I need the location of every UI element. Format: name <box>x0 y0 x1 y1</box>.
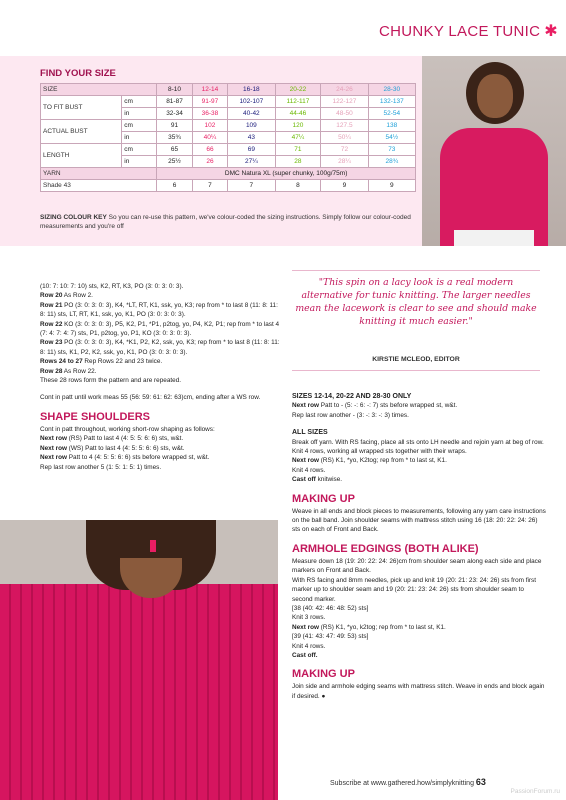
line-text: Knit 4 rows. <box>292 466 326 474</box>
pattern-line <box>40 444 280 453</box>
pattern-line <box>40 338 280 357</box>
tunic-closeup-photo <box>0 520 278 800</box>
table-cell: 44-46 <box>275 108 321 120</box>
table-cell: 127.5 <box>321 120 368 132</box>
row-label: ACTUAL BUST <box>41 120 122 144</box>
pattern-line <box>292 623 546 632</box>
quote-divider-bottom <box>292 370 540 371</box>
page-title <box>378 18 566 44</box>
armhole-edgings-heading: ARMHOLE EDGINGS (BOTH ALIKE) <box>292 542 479 555</box>
tunic-shape <box>440 128 548 246</box>
table-cell: 8 <box>275 180 321 192</box>
line-bold: Row 22 <box>40 320 63 328</box>
line-text: Cont in patt until work meas 55 (56: 59: 61: 62: 63)cm, ending after a WS row. <box>40 394 261 402</box>
all-sizes-heading: ALL SIZES <box>292 429 328 437</box>
pattern-line <box>292 613 546 622</box>
table-cell: 43 <box>228 132 275 144</box>
table-cell: 28¾ <box>368 156 415 168</box>
pattern-line <box>40 393 280 402</box>
quote-attribution: KIRSTIE MCLEOD, EDITOR <box>372 356 460 363</box>
page-footer <box>330 777 486 787</box>
table-cell: 7 <box>192 180 227 192</box>
line-text: Patt to 4 (4: 5: 5: 6: 6) sts before wrapped st, w&t. <box>67 454 210 462</box>
yarn-row <box>41 168 416 180</box>
pattern-line <box>40 453 280 462</box>
table-cell: 35¾ <box>157 132 192 144</box>
editor-quote: "This spin on a lacy look is a real modern alternative for tunic knitting. The larger needles mean the lacework is clear to see and should make knitting it much easier." <box>295 277 537 327</box>
making-up-2-heading: MAKING UP <box>292 668 355 681</box>
line-bold: Row 28 <box>40 367 63 375</box>
line-text: knitwise. <box>315 476 343 484</box>
line-text: PO (3: 0: 3: 0: 3), K4, *K1, P2, K2, ssk, yo, K3; rep from * to last 8 (11: 8: 11: 8: 11) sts, K1, P2, K2, ssk, yo, K1, PO (3: 0: 3: 0: 3). <box>40 339 280 356</box>
shade-row <box>41 180 416 192</box>
line-bold: Row 20 <box>40 292 63 300</box>
pattern-line <box>40 434 280 443</box>
sizing-colour-key <box>40 213 416 231</box>
left-column <box>40 282 280 472</box>
table-cell: 47¼ <box>275 132 321 144</box>
line-text: Cont in patt throughout, working short-row shaping as follows: <box>40 425 215 433</box>
line-text: Knit 4 rows, working all wrapped sts together with their wraps. <box>292 448 467 456</box>
page-number: 63 <box>475 777 486 787</box>
line-bold: Next row <box>292 623 319 631</box>
pattern-line <box>292 475 546 484</box>
table-cell: 72 <box>321 144 368 156</box>
pattern-line <box>292 447 546 456</box>
size-row <box>41 84 416 96</box>
pattern-line <box>292 642 546 651</box>
line-bold: Next row <box>292 457 319 465</box>
pattern-line <box>292 557 546 576</box>
unit-cm: cm <box>122 120 157 132</box>
table-cell: 36-38 <box>192 108 227 120</box>
spacer <box>40 385 280 393</box>
pattern-line <box>40 301 280 320</box>
pattern-line <box>292 438 546 447</box>
pattern-line <box>40 357 280 366</box>
pattern-line <box>40 291 280 300</box>
table-cell: 25½ <box>157 156 192 168</box>
table-cell: 40¼ <box>192 132 227 144</box>
right-column <box>292 392 546 701</box>
title-text: CHUNKY LACE TUNIC <box>379 22 541 40</box>
line-text: Patt to - (5: -: 6: -: 7) sts before wrapped st, w&t. <box>319 402 458 410</box>
yarn-label: YARN <box>41 168 157 180</box>
pattern-line <box>292 632 546 641</box>
pattern-line <box>40 463 280 472</box>
unit-in: in <box>122 132 157 144</box>
table-cell: 73 <box>368 144 415 156</box>
table-cell: 132-137 <box>368 96 415 108</box>
line-text: Measure down 18 (19: 20: 22: 24: 26)cm from shoulder seam along each side and place markers on Front and Back. <box>292 557 542 575</box>
header-band <box>0 16 376 40</box>
line-text: Knit 3 rows. <box>292 614 326 622</box>
line-bold: Cast off. <box>292 651 318 659</box>
pattern-line <box>40 376 280 385</box>
row-label: LENGTH <box>41 144 122 168</box>
line-text: [38 (40: 42: 46: 48: 52) sts] <box>292 604 369 612</box>
table-cell: 28¼ <box>321 156 368 168</box>
shape-shoulders-heading: SHAPE SHOULDERS <box>40 410 151 423</box>
line-text: Rep last row another 5 (1: 5: 1: 5: 1) times. <box>40 463 162 471</box>
line-text: (WS) Patt to last 4 (4: 5: 5: 6: 6) sts, w&t. <box>67 444 185 452</box>
line-text: Break off yarn. With RS facing, place all sts onto LH needle and rejoin yarn at beg of row. <box>292 438 544 446</box>
subscribe-link[interactable]: Subscribe at www.gathered.how/simplyknitting <box>330 780 474 787</box>
sizes-only-heading: SIZES 12-14, 20-22 AND 28-30 ONLY <box>292 393 412 400</box>
pattern-line <box>292 604 546 613</box>
making-up-text: Weave in all ends and block pieces to measurements, following any yarn care instructions on the ball band. Join shoulder seams with mattress stitch using 16 (18: 20: 22: 24: 26) sts on each of Front and Back. <box>292 507 546 534</box>
skirt-shape <box>454 230 534 246</box>
pattern-line <box>40 425 280 434</box>
unit-cm: cm <box>122 144 157 156</box>
table-cell: 65 <box>157 144 192 156</box>
knit-texture <box>0 584 278 800</box>
table-cell: 26 <box>192 156 227 168</box>
find-your-size-heading: FIND YOUR SIZE <box>40 68 116 79</box>
face-shape <box>477 74 513 118</box>
table-cell: 50¼ <box>321 132 368 144</box>
table-cell: 52-54 <box>368 108 415 120</box>
key-text: So you can re-use this pattern, we've colour-coded the sizing instructions. Simply follow our colour-coded measurements and you're off <box>40 214 411 230</box>
yarn-value: DMC Natura XL (super chunky, 100g/75m) <box>157 168 416 180</box>
unit-cm: cm <box>122 96 157 108</box>
size-cell: 8-10 <box>157 84 192 96</box>
line-text: (10: 7: 10: 7: 10) sts, K2, RT, K3, PO (3: 0: 3: 0: 3). <box>40 283 184 290</box>
line-bold: Cast off <box>292 476 316 484</box>
key-title: SIZING COLOUR KEY <box>40 214 107 221</box>
unit-in: in <box>122 108 157 120</box>
line-bold: Next row <box>40 444 67 452</box>
table-cell: 91-97 <box>192 96 227 108</box>
table-cell: 54½ <box>368 132 415 144</box>
size-cell: 12-14 <box>192 84 227 96</box>
table-cell: 9 <box>321 180 368 192</box>
table-cell: 122-127 <box>321 96 368 108</box>
line-text: With RS facing and 8mm needles, pick up and knit 19 (20: 21: 23: 24: 26) sts from first marker up to shoulder seam and 19 (20: 21: 23: 24: 26) sts from shoulder seam to second marker. <box>292 576 537 603</box>
line-text: (RS) K1, *yo, K2tog; rep from * to last st, K1. <box>319 457 447 465</box>
line-bold: Next row <box>40 454 67 462</box>
watermark: PassionForum.ru <box>510 788 560 795</box>
table-cell: 28 <box>275 156 321 168</box>
size-table <box>40 83 416 192</box>
table-cell: 102 <box>192 120 227 132</box>
pattern-line <box>292 651 546 660</box>
model-photo <box>422 56 566 246</box>
table-cell: 71 <box>275 144 321 156</box>
line-text: As Row 22. <box>62 367 97 375</box>
making-up-heading: MAKING UP <box>292 492 355 505</box>
size-cell: 20-22 <box>275 84 321 96</box>
making-up-2-text: Join side and armhole edging seams with mattress stitch. Weave in ends and block again if desired. ● <box>292 683 545 700</box>
table-cell: 7 <box>228 180 275 192</box>
pattern-line <box>40 282 280 291</box>
line-text: As Row 2. <box>62 292 93 300</box>
line-text: PO (3: 0: 3: 0: 3), K4, *LT, RT, K1, ssk, yo, K3; rep from * to last 8 (11: 8: 11: 8: 11) sts, LT, RT, K1, ssk, yo, K1, PO (3: 0: 3: 0: 3). <box>40 301 278 319</box>
line-bold: Rows 24 to 27 <box>40 358 83 366</box>
line-text: These 28 rows form the pattern and are repeated. <box>40 377 182 385</box>
quote-divider-top <box>292 270 540 271</box>
line-text: [39 (41: 43: 47: 49: 53) sts] <box>292 633 369 641</box>
table-cell: 27¼ <box>228 156 275 168</box>
line-text: (RS) K1, *yo, k2tog; rep from * to last st, K1. <box>319 623 446 631</box>
line-bold: Row 21 <box>40 301 63 309</box>
table-cell: 48-50 <box>321 108 368 120</box>
line-bold: Next row <box>40 435 67 443</box>
line-text: (RS) Patt to last 4 (4: 5: 5: 6: 6) sts, w&t. <box>67 435 184 443</box>
pattern-line <box>40 367 280 376</box>
line-bold: Row 23 <box>40 339 63 347</box>
table-cell: 109 <box>228 120 275 132</box>
unit-in: in <box>122 156 157 168</box>
pattern-line <box>292 466 546 475</box>
star-icon: ✱ <box>544 23 558 40</box>
table-cell: 120 <box>275 120 321 132</box>
pattern-line <box>40 320 280 339</box>
table-cell: 32-34 <box>157 108 192 120</box>
table-cell: 6 <box>157 180 192 192</box>
table-cell: 9 <box>368 180 415 192</box>
row-label: TO FIT BUST <box>41 96 122 120</box>
pattern-line <box>292 401 546 410</box>
table-row <box>41 120 416 132</box>
size-cell: 16-18 <box>228 84 275 96</box>
pattern-line <box>292 576 546 604</box>
pattern-line <box>292 411 546 420</box>
table-cell: 40-42 <box>228 108 275 120</box>
table-row <box>41 96 416 108</box>
size-cell: 28-30 <box>368 84 415 96</box>
table-cell: 102-107 <box>228 96 275 108</box>
table-cell: 69 <box>228 144 275 156</box>
shade-label: Shade 43 <box>41 180 157 192</box>
table-cell: 138 <box>368 120 415 132</box>
line-bold: Next row <box>292 402 319 410</box>
line-text: Knit 4 rows. <box>292 642 326 650</box>
pattern-line <box>292 456 546 465</box>
table-cell: 112-117 <box>275 96 321 108</box>
size-label: SIZE <box>41 84 157 96</box>
table-cell: 81-87 <box>157 96 192 108</box>
table-cell: 66 <box>192 144 227 156</box>
size-cell: 24-26 <box>321 84 368 96</box>
table-cell: 91 <box>157 120 192 132</box>
table-row <box>41 144 416 156</box>
line-text: KO (3: 0: 3: 0: 3), P5, K2, P1, *P1, p2tog, yo, P4, K2, P1; rep from * to last 4 (7: 4: 7: 4: 7) sts, P1, p2tog, yo, P1, KO (3: 0: 3: 0: 3). <box>40 320 280 338</box>
line-text: Rep last row another - (3: -: 3: -: 3) times. <box>292 411 409 419</box>
line-text: Rep Rows 22 and 23 twice. <box>82 358 163 366</box>
earring-shape <box>150 540 156 552</box>
